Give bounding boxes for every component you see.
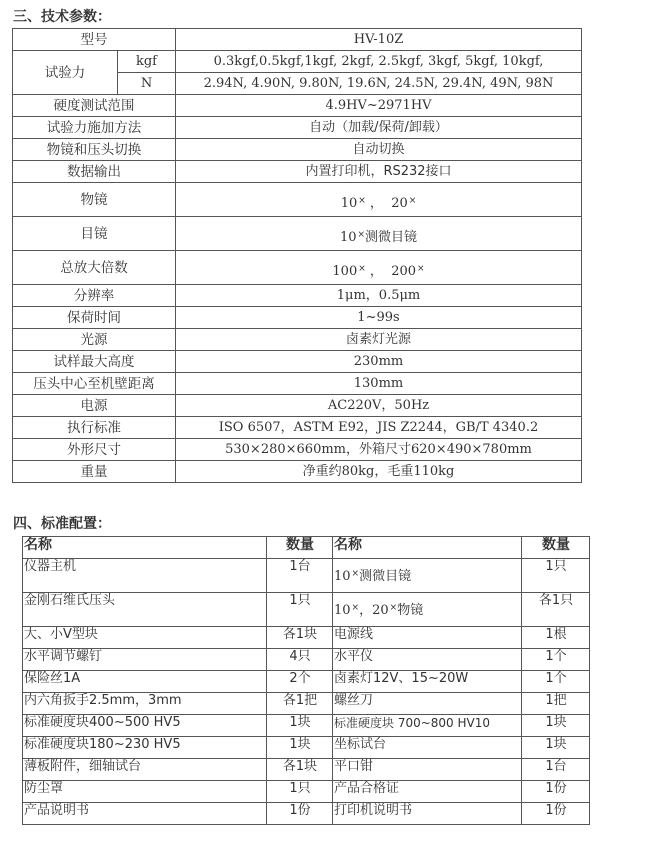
hold-label: 保荷时间 xyxy=(13,307,176,329)
item-qty: 1份 xyxy=(522,803,590,825)
force-n-unit: N xyxy=(118,73,176,95)
config-row xyxy=(23,559,590,593)
spec-row-range xyxy=(13,95,582,117)
item-qty: 各1块 xyxy=(267,627,333,649)
force-kgf-value: 0.3kgf,0.5kgf,1kgf, 2kgf, 2.5kgf, 3kgf, 5kgf, 10kgf, xyxy=(176,51,582,73)
power-label: 电源 xyxy=(13,395,176,417)
item-name: 防尘罩 xyxy=(23,781,267,803)
weight-value: 净重约80kg，毛重110kg xyxy=(176,461,582,483)
item-name: 水平仪 xyxy=(333,649,522,671)
config-row xyxy=(23,759,590,781)
config-row xyxy=(23,627,590,649)
light-value: 卤素灯光源 xyxy=(176,329,582,351)
spec-row-model xyxy=(13,29,582,51)
item-name: 标准硬度块400~500 HV5 xyxy=(23,715,267,737)
spec-row-height xyxy=(13,351,582,373)
config-table xyxy=(22,536,590,825)
item-qty: 1份 xyxy=(267,803,333,825)
config-row xyxy=(23,715,590,737)
range-value: 4.9HV~2971HV xyxy=(176,95,582,117)
apply-value: 自动（加载/保荷/卸载） xyxy=(176,117,582,139)
item-qty: 1块 xyxy=(522,715,590,737)
item-qty: 1只 xyxy=(267,593,333,627)
item-qty: 1份 xyxy=(522,781,590,803)
size-value: 530×280×660mm，外箱尺寸620×490×780mm xyxy=(176,439,582,461)
item-name: 标准硬度块 700~800 HV10 xyxy=(333,715,522,737)
config-row xyxy=(23,649,590,671)
item-name: 10×，20×物镜 xyxy=(333,593,522,627)
apply-label: 试验力施加方法 xyxy=(13,117,176,139)
spec-row-objective xyxy=(13,183,582,217)
spec-table xyxy=(12,28,582,483)
item-name: 螺丝刀 xyxy=(333,693,522,715)
header-qty-2: 数量 xyxy=(522,537,590,559)
distance-value: 130mm xyxy=(176,373,582,395)
spec-row-force-kgf xyxy=(13,51,582,73)
eyepiece-value: 10×测微目镜 xyxy=(176,217,582,251)
spec-row-magnification xyxy=(13,251,582,285)
item-name: 10×测微目镜 xyxy=(333,559,522,593)
height-value: 230mm xyxy=(176,351,582,373)
config-row xyxy=(23,671,590,693)
force-kgf-unit: kgf xyxy=(118,51,176,73)
switch-value: 自动切换 xyxy=(176,139,582,161)
item-name: 仪器主机 xyxy=(23,559,267,593)
item-qty: 各1块 xyxy=(267,759,333,781)
output-label: 数据输出 xyxy=(13,161,176,183)
item-qty: 各1只 xyxy=(522,593,590,627)
header-qty-1: 数量 xyxy=(267,537,333,559)
section-3-heading: 三、技术参数： xyxy=(13,9,111,25)
item-name: 标准硬度块180~230 HV5 xyxy=(23,737,267,759)
item-qty: 1块 xyxy=(267,737,333,759)
spec-row-size xyxy=(13,439,582,461)
item-name: 卤素灯12V、15~20W xyxy=(333,671,522,693)
spec-row-distance xyxy=(13,373,582,395)
config-row xyxy=(23,781,590,803)
spec-row-output xyxy=(13,161,582,183)
spec-row-switch xyxy=(13,139,582,161)
item-name: 内六角扳手2.5mm，3mm xyxy=(23,693,267,715)
output-value: 内置打印机，RS232接口 xyxy=(176,161,582,183)
item-qty: 1台 xyxy=(267,559,333,593)
item-name: 产品合格证 xyxy=(333,781,522,803)
item-qty: 1个 xyxy=(522,649,590,671)
item-qty: 1只 xyxy=(522,559,590,593)
item-qty: 1块 xyxy=(522,737,590,759)
spec-row-light xyxy=(13,329,582,351)
spec-row-standard xyxy=(13,417,582,439)
distance-label: 压头中心至机壁距离 xyxy=(13,373,176,395)
item-name: 电源线 xyxy=(333,627,522,649)
force-n-value: 2.94N, 4.90N, 9.80N, 19.6N, 24.5N, 29.4N, 49N, 98N xyxy=(176,73,582,95)
resolution-value: 1μm，0.5μm xyxy=(176,285,582,307)
item-name: 大、小V型块 xyxy=(23,627,267,649)
item-name: 打印机说明书 xyxy=(333,803,522,825)
height-label: 试样最大高度 xyxy=(13,351,176,373)
section-4-heading: 四、标准配置： xyxy=(13,516,111,532)
eyepiece-label: 目镜 xyxy=(13,217,176,251)
item-qty: 1个 xyxy=(522,671,590,693)
switch-label: 物镜和压头切换 xyxy=(13,139,176,161)
spec-row-weight xyxy=(13,461,582,483)
item-qty: 1把 xyxy=(522,693,590,715)
item-qty: 1块 xyxy=(267,715,333,737)
spec-row-apply xyxy=(13,117,582,139)
force-label: 试验力 xyxy=(13,51,118,95)
item-qty: 4只 xyxy=(267,649,333,671)
magnification-value: 100× ， 200× xyxy=(176,251,582,285)
spec-row-eyepiece xyxy=(13,217,582,251)
header-name-2: 名称 xyxy=(333,537,522,559)
config-row xyxy=(23,693,590,715)
item-name: 坐标试台 xyxy=(333,737,522,759)
config-row xyxy=(23,803,590,825)
item-qty: 1只 xyxy=(267,781,333,803)
item-name: 金刚石维氏压头 xyxy=(23,593,267,627)
header-name-1: 名称 xyxy=(23,537,267,559)
size-label: 外形尺寸 xyxy=(13,439,176,461)
model-value: HV-10Z xyxy=(176,29,582,51)
objective-label: 物镜 xyxy=(13,183,176,217)
spec-row-resolution xyxy=(13,285,582,307)
hold-value: 1~99s xyxy=(176,307,582,329)
model-label: 型号 xyxy=(13,29,176,51)
light-label: 光源 xyxy=(13,329,176,351)
range-label: 硬度测试范围 xyxy=(13,95,176,117)
item-qty: 1根 xyxy=(522,627,590,649)
spec-row-power xyxy=(13,395,582,417)
item-name: 薄板附件，细轴试台 xyxy=(23,759,267,781)
config-header-row xyxy=(23,537,590,559)
item-name: 水平调节螺钉 xyxy=(23,649,267,671)
weight-label: 重量 xyxy=(13,461,176,483)
item-qty: 各1把 xyxy=(267,693,333,715)
resolution-label: 分辨率 xyxy=(13,285,176,307)
config-row xyxy=(23,593,590,627)
config-row xyxy=(23,737,590,759)
item-name: 平口钳 xyxy=(333,759,522,781)
power-value: AC220V，50Hz xyxy=(176,395,582,417)
item-qty: 2个 xyxy=(267,671,333,693)
standard-label: 执行标准 xyxy=(13,417,176,439)
spec-row-hold xyxy=(13,307,582,329)
item-qty: 1台 xyxy=(522,759,590,781)
standard-value: ISO 6507，ASTM E92，JIS Z2244，GB/T 4340.2 xyxy=(176,417,582,439)
item-name: 产品说明书 xyxy=(23,803,267,825)
item-name: 保险丝1A xyxy=(23,671,267,693)
objective-value: 10× ， 20× xyxy=(176,183,582,217)
magnification-label: 总放大倍数 xyxy=(13,251,176,285)
